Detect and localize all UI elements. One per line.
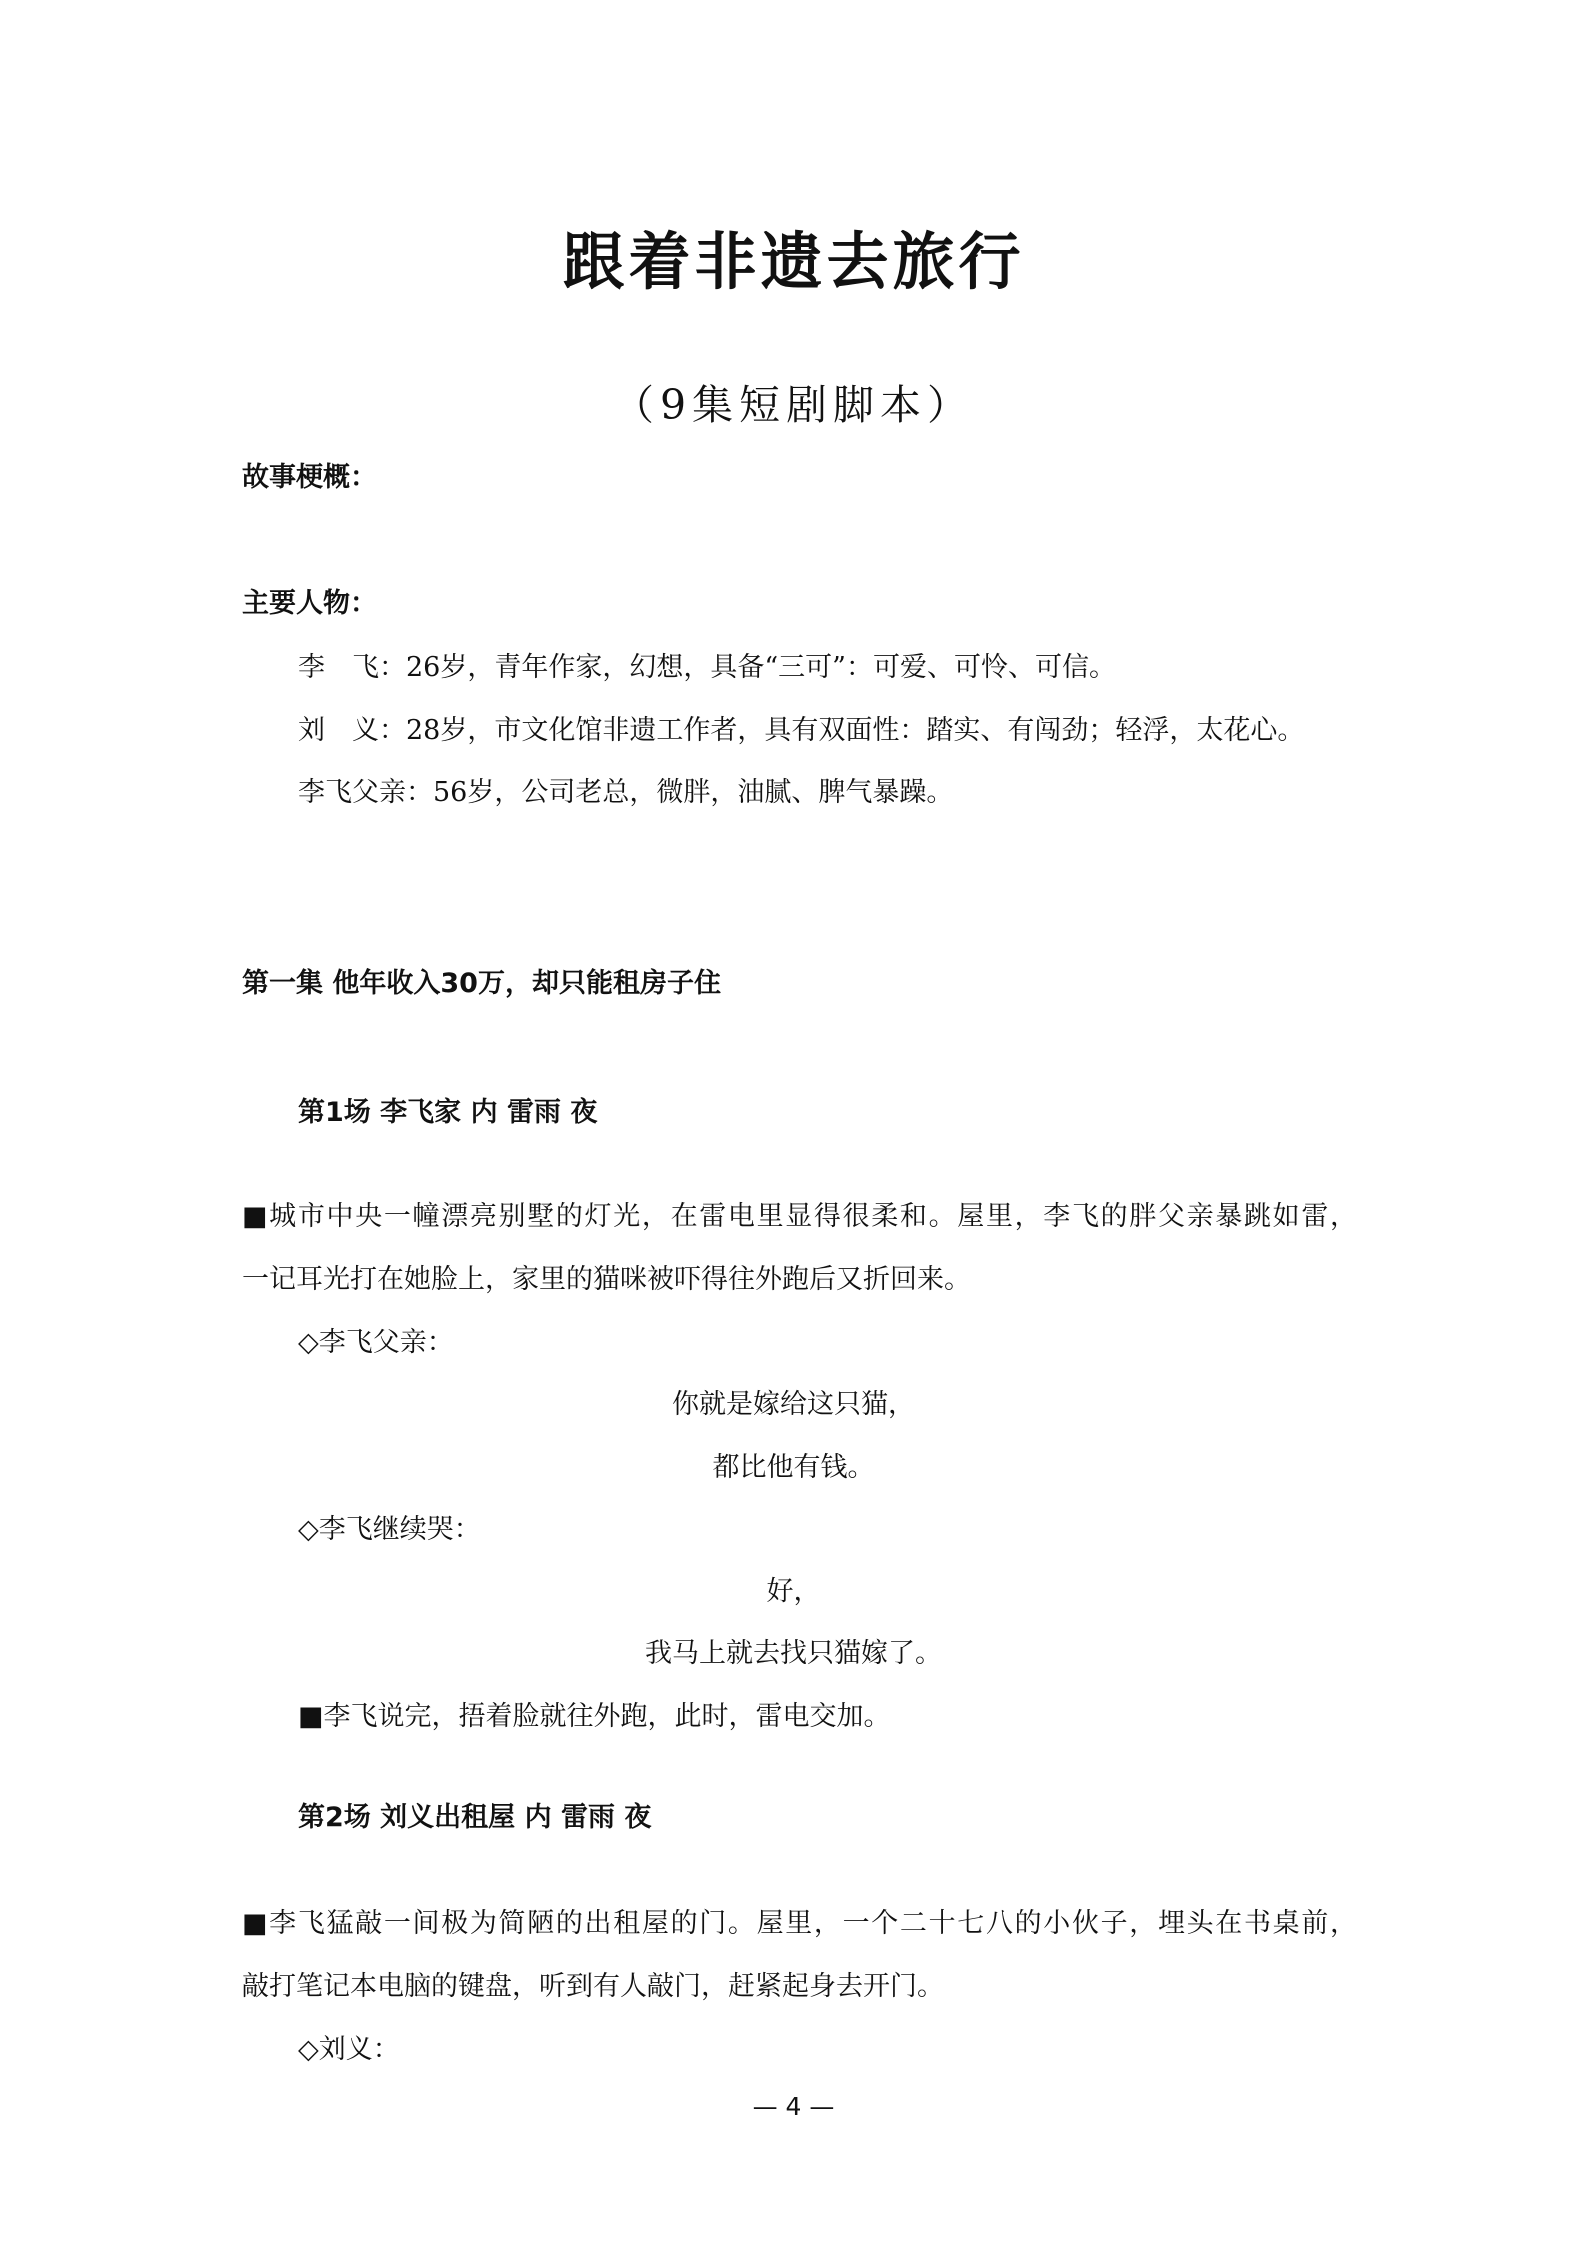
character-name: 李 飞: [298, 652, 379, 683]
scene-2-action-line: 敲打笔记本电脑的键盘，听到有人敲门，赶紧起身去开门。: [242, 1971, 944, 2002]
scene-2-heading: 第2场 刘义出租屋 内 雷雨 夜: [298, 1802, 652, 1833]
scene-2-action-line: ■李飞猛敲一间极为简陋的出租屋的门。屋里，一个二十七八的小伙子，埋头在书桌前，: [242, 1908, 1357, 1939]
scene-1-action-line: ■城市中央一幢漂亮别墅的灯光，在雷电里显得很柔和。屋里，李飞的胖父亲暴跳如雷，: [242, 1201, 1357, 1232]
page-number: — 4 —: [752, 2092, 835, 2121]
episode-title: 第一集 他年收入30万，却只能租房子住: [242, 968, 721, 999]
character-desc: ：56岁，公司老总，微胖，油腻、脾气暴躁。: [406, 777, 954, 808]
scene-2-speaker: ◇刘义：: [298, 2034, 400, 2065]
scene-1-action-line: 一记耳光打在她脸上，家里的猫咪被吓得往外跑后又折回来。: [242, 1264, 971, 1295]
document-title: 跟着非遗去旅行: [562, 225, 1025, 298]
character-liu-yi: [298, 713, 1304, 749]
dialogue-line: 我马上就去找只猫嫁了。: [645, 1638, 942, 1669]
scene-1-speaker: ◇李飞继续哭：: [298, 1514, 481, 1545]
dialogue-line: 好，: [766, 1576, 821, 1607]
character-name: 李飞父亲: [298, 777, 406, 808]
characters-label: 主要人物：: [242, 588, 377, 619]
character-desc: ：28岁，市文化馆非遗工作者，具有双面性：踏实、有闯劲；轻浮，太花心。: [379, 715, 1305, 746]
document-subtitle: （9集短剧脚本）: [612, 381, 975, 429]
scene-1-action-line: ■李飞说完，捂着脸就往外跑，此时，雷电交加。: [298, 1701, 891, 1732]
dialogue-line: 你就是嫁给这只猫，: [672, 1389, 915, 1420]
synopsis-label: 故事梗概：: [242, 462, 377, 493]
character-li-fei: [298, 650, 1116, 686]
character-name: 刘 义: [298, 715, 379, 746]
character-desc: ：26岁，青年作家，幻想，具备“三可”：可爱、可怜、可信。: [379, 652, 1116, 683]
dialogue-line: 都比他有钱。: [712, 1452, 875, 1483]
character-li-fei-father: [298, 775, 953, 811]
scene-1-speaker: ◇李飞父亲：: [298, 1327, 454, 1358]
scene-1-heading: 第1场 李飞家 内 雷雨 夜: [298, 1097, 598, 1128]
